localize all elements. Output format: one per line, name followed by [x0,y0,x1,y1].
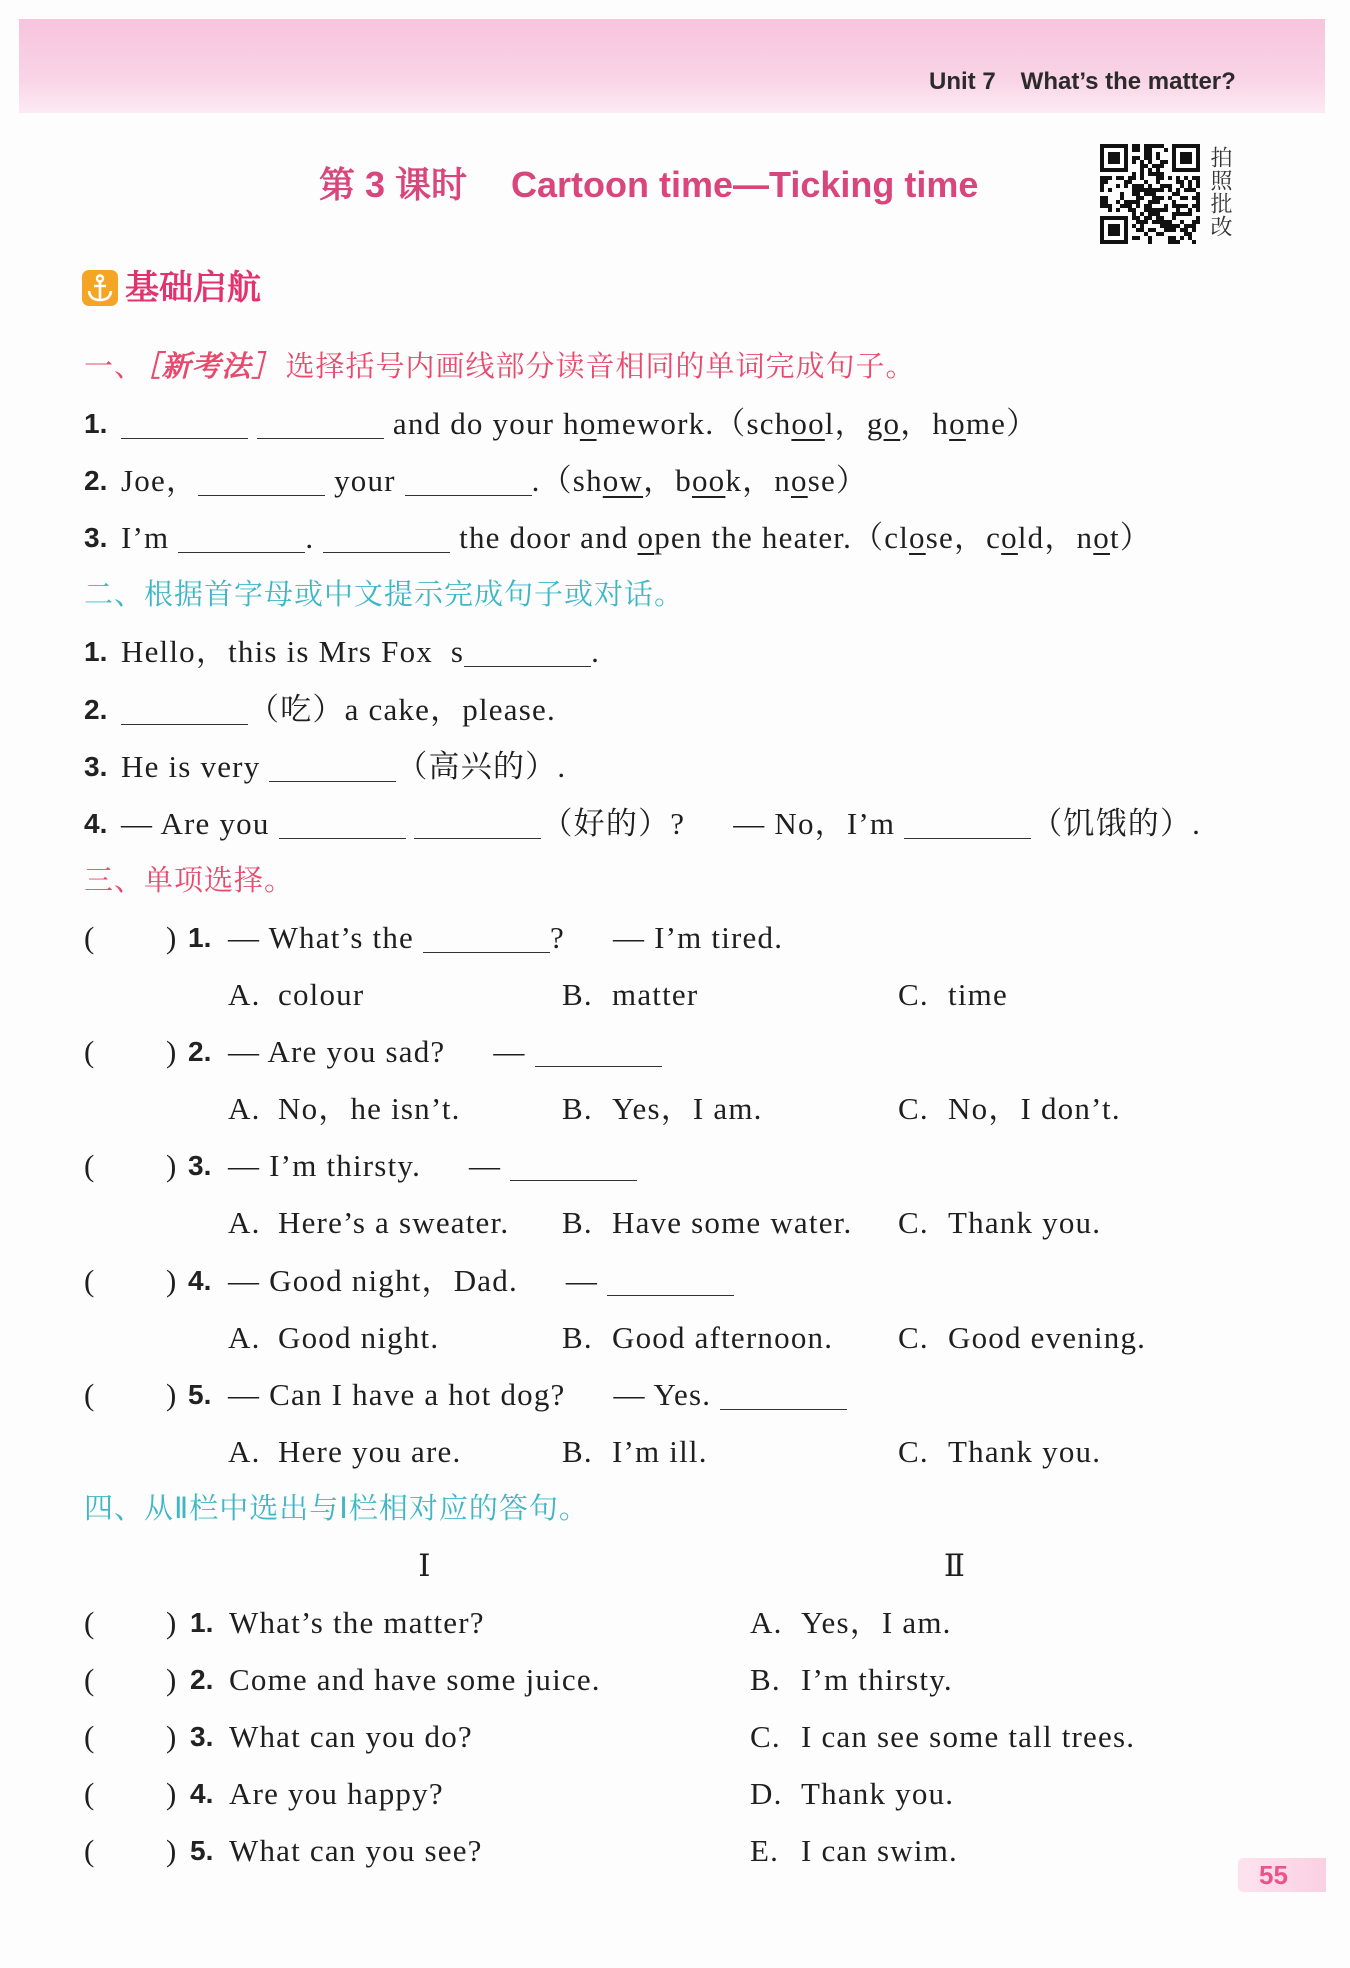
instruction-text: 根据首字母或中文提示完成句子或对话。 [144,577,685,612]
text-segment [248,406,257,441]
text-segment: Hello，this is Mrs Fox s [121,634,465,670]
answer-bracket-open: ( [84,1776,96,1812]
option-letter: B. [562,1433,593,1469]
question-text [121,509,1152,566]
answer-blank [464,666,591,667]
answer-blank [121,438,248,439]
option-a [228,966,364,1023]
question-number: 1. [84,636,108,668]
option-text: Here you are. [278,1433,462,1469]
question-text: What can you see? [229,1833,483,1869]
text-segment: ld，n [1017,520,1094,556]
text-segment: se，c [925,520,1002,556]
instruction-line [84,338,916,395]
answer-blank [510,1180,637,1181]
underlined-letters: o [949,406,966,442]
question-number: 1. [84,408,108,440]
reply-text [614,1377,848,1412]
answer-blank [904,838,1031,839]
text-segment: . [305,520,324,556]
question-number: 3. [188,1150,212,1182]
option-text: Here’s a sweater. [278,1205,510,1241]
underlined-letters: o [579,406,597,442]
instruction-text: 从Ⅱ栏中选出与Ⅰ栏相对应的答句。 [144,1490,589,1525]
question-number: 2. [84,465,108,497]
option-letter: B. [562,1091,593,1127]
text-segment: — What’s the [228,919,423,955]
question-text [228,1252,734,1309]
question-text [121,738,566,795]
text-segment: — Good night，Dad. [228,1262,518,1298]
text-segment: — Are you sad? [228,1034,446,1070]
text-segment [406,806,415,841]
underlined-letters: ow [602,463,644,499]
answer-letter: A. [750,1605,783,1641]
answer-bracket-open: ( [84,1262,96,1298]
option-text: colour [278,977,365,1013]
option-b [562,1423,708,1480]
question-number: 2. [84,693,108,725]
worksheet-body [0,338,1350,1880]
question-number: 5. [190,1835,214,1867]
option-text: Thank you. [948,1433,1102,1469]
answer-text: I’m thirsty. [801,1662,953,1698]
answer-text: I can swim. [801,1833,958,1869]
option-letter: B. [562,977,593,1013]
part-number: 三、 [84,862,145,897]
reply-text [613,920,783,955]
answer-blank [269,781,396,782]
answer-letter: D. [750,1776,783,1812]
column-header-right: Ⅱ [943,1547,967,1583]
option-a [228,1423,461,1480]
option-text: No，he isn’t. [278,1091,461,1127]
question-text [228,1366,847,1423]
text-segment: He is very [121,748,270,784]
part2-instruction [0,566,1350,623]
matching-column-headers [0,1537,1350,1594]
part3-instruction [0,852,1350,909]
part2-question-2 [0,681,1350,738]
option-text: Have some water. [612,1205,853,1241]
instruction-line [84,566,684,623]
question-number: 5. [188,1378,212,1410]
question-text [121,795,1201,852]
part2-question-1 [0,623,1350,680]
text-segment: . [591,634,601,670]
option-letter: C. [898,1319,929,1355]
question-text: What’s the matter? [229,1605,485,1641]
option-b [562,1194,852,1251]
answer-bracket-close: ) [166,1662,178,1698]
answer-text: I can see some tall trees. [801,1719,1136,1755]
option-letter: A. [228,977,261,1013]
section-banner: 基础启航 [125,268,261,308]
option-text: matter [612,977,699,1013]
answer-text: Thank you. [801,1776,955,1812]
reply-text [733,806,1201,841]
answer-bracket-open: ( [84,1034,96,1070]
answer-text: Yes，I am. [801,1605,952,1641]
answer-bracket-close: ) [166,1376,178,1412]
answer-bracket-close: ) [166,1833,178,1869]
matching-row-5 [0,1822,1350,1879]
underlined-letters: oo [791,406,825,442]
answer-bracket-close: ) [166,1262,178,1298]
option-c [898,1080,1121,1137]
text-segment: k，n [725,463,791,499]
text-segment: — I’m thirsty. [228,1148,422,1184]
underlined-letters: o [791,463,808,499]
choice-options-2 [0,1080,1350,1137]
part1-question-1 [0,395,1350,452]
text-segment: （饥饿的）. [1031,805,1202,841]
part1-question-2 [0,452,1350,509]
text-segment: l，g [824,406,884,442]
option-letter: B. [562,1319,593,1355]
unit-title: What’s the matter? [1020,68,1236,95]
option-letter: A. [228,1205,261,1241]
text-segment: — Are you [121,805,279,841]
text-segment: — Yes. [613,1376,721,1412]
choice-question-4 [0,1252,1350,1309]
question-number: 3. [84,522,108,554]
answer-bracket-open: ( [84,1719,96,1755]
option-text: Yes，I am. [612,1091,763,1127]
question-text [228,1023,662,1080]
question-text [228,909,783,966]
answer-blank [178,552,305,553]
option-a [228,1194,509,1251]
instruction-text: 选择括号内画线部分读音相同的单词完成句子。 [285,349,916,383]
option-b [562,1080,763,1137]
text-segment: — [565,1262,608,1298]
text-segment: .（sh [531,463,603,499]
choice-question-1 [0,909,1350,966]
option-text: I’m ill. [612,1433,708,1469]
underlined-letters: o [883,406,901,442]
choice-question-2 [0,1023,1350,1080]
text-segment: — [469,1148,511,1184]
answer-blank [535,1066,662,1067]
answer-letter: B. [750,1662,781,1698]
option-text: Good evening. [948,1319,1147,1355]
lesson-number: 第 3 课时 [319,164,468,205]
new-question-type-tag: ［新考法］ [146,349,282,383]
option-letter: B. [562,1205,593,1241]
page-number: 55 [1238,1858,1326,1892]
choice-options-4 [0,1309,1350,1366]
part2-question-3 [0,738,1350,795]
choice-question-3 [0,1137,1350,1194]
qr-code [1100,144,1200,244]
part4-instruction [0,1480,1350,1537]
answer-bracket-open: ( [84,919,96,955]
option-b [562,1309,833,1366]
option-letter: C. [898,977,929,1013]
question-number: 4. [188,1264,212,1296]
instruction-text: 单项选择。 [144,862,295,897]
answer-bracket-close: ) [166,1719,178,1755]
question-text [228,1137,637,1194]
text-segment: — I’m tired. [612,919,784,955]
part-number: 一、 [84,349,145,383]
answer-bracket-close: ) [166,1148,178,1184]
option-c [898,966,1008,1023]
question-number: 4. [190,1778,214,1810]
answer-blank [279,838,406,839]
option-c [898,1309,1146,1366]
matching-row-2 [0,1651,1350,1708]
option-letter: C. [898,1205,929,1241]
text-segment: se） [807,463,869,499]
question-text: Come and have some juice. [229,1662,601,1698]
part-number: 四、 [84,1490,145,1525]
text-segment: （吃）a cake，please. [248,691,556,727]
text-segment: （好的）? [541,805,686,841]
answer-blank [257,438,384,439]
text-segment: Joe， [121,463,199,499]
matching-row-4 [0,1765,1350,1822]
answer-bracket-close: ) [166,1034,178,1070]
instruction-line [84,852,294,909]
text-segment: your [325,463,405,499]
matching-row-3 [0,1708,1350,1765]
answer-bracket-open: ( [84,1662,96,1698]
answer-blank [607,1295,734,1296]
column-header-left: Ⅰ [418,1547,432,1583]
option-text: No，I don’t. [948,1091,1121,1127]
answer-blank [121,724,248,725]
text-segment: and do your h [383,406,580,442]
part2-question-4 [0,795,1350,852]
underlined-letters: o [637,520,655,556]
answer-blank [405,495,532,496]
option-c [898,1194,1101,1251]
option-a [228,1080,461,1137]
text-segment: ，h [900,406,950,442]
text-segment: ，b [643,463,692,499]
option-letter: A. [228,1319,261,1355]
answer-bracket-close: ) [166,1776,178,1812]
text-segment: — Can I have a hot dog? [228,1376,566,1412]
option-letter: A. [228,1433,261,1469]
text-segment: the door and [450,520,638,556]
question-text [121,623,600,680]
text-segment: me） [965,406,1039,442]
choice-options-5 [0,1423,1350,1480]
reply-text [566,1263,734,1298]
option-letter: C. [898,1091,929,1127]
lesson-topic: Cartoon time—Ticking time [511,164,979,205]
text-segment: — No，I’m [733,805,905,841]
question-number: 4. [84,807,108,839]
answer-bracket-open: ( [84,1833,96,1869]
question-text: What can you do? [229,1719,473,1755]
matching-row-1 [0,1594,1350,1651]
option-letter: A. [228,1091,261,1127]
reply-text [469,1148,637,1183]
choice-options-1 [0,966,1350,1023]
part1-question-3 [0,509,1350,566]
answer-blank [414,838,541,839]
question-text [121,681,556,738]
unit-label: Unit 7 [929,68,996,95]
underlined-letters: o [1093,520,1110,556]
anchor-icon [81,269,119,307]
answer-bracket-open: ( [84,1605,96,1641]
question-text [121,452,868,509]
answer-bracket-close: ) [166,1605,178,1641]
answer-blank [423,952,550,953]
question-number: 2. [190,1664,214,1696]
option-b [562,966,698,1023]
underlined-letters: o [909,520,926,556]
question-number: 3. [84,750,108,782]
option-letter: C. [898,1433,929,1469]
question-number: 1. [188,921,212,953]
part-number: 二、 [84,577,145,612]
underlined-letters: o [1001,520,1018,556]
text-segment: ? [549,919,565,955]
text-segment: mework.（sch [596,406,792,442]
reply-text [493,1034,661,1069]
text-segment: — [493,1034,535,1070]
lesson-title [319,163,978,207]
text-segment: I’m [121,520,179,556]
answer-bracket-open: ( [84,1148,96,1184]
question-text [121,395,1038,452]
text-segment: pen the heater.（cl [654,520,910,556]
option-text: Good night. [278,1319,440,1355]
answer-letter: E. [750,1833,780,1869]
text-segment: t） [1109,520,1152,556]
option-text: Thank you. [948,1205,1102,1241]
option-c [898,1423,1101,1480]
answer-letter: C. [750,1719,781,1755]
question-number: 3. [190,1721,214,1753]
part1-instruction [0,338,1350,395]
answer-blank [323,552,450,553]
answer-bracket-open: ( [84,1376,96,1412]
text-segment: （高兴的）. [396,748,567,784]
instruction-line [84,1480,589,1537]
question-number: 2. [188,1036,212,1068]
option-a [228,1309,439,1366]
answer-blank [720,1409,847,1410]
underlined-letters: oo [691,463,726,499]
question-text: Are you happy? [229,1776,444,1812]
option-text: Good afternoon. [612,1319,834,1355]
option-text: time [948,977,1008,1013]
question-number: 1. [190,1607,214,1639]
qr-caption: 拍照批改 [1207,146,1232,238]
choice-options-3 [0,1194,1350,1251]
choice-question-5 [0,1366,1350,1423]
answer-bracket-close: ) [166,919,178,955]
unit-header [929,66,1236,98]
answer-blank [198,495,325,496]
